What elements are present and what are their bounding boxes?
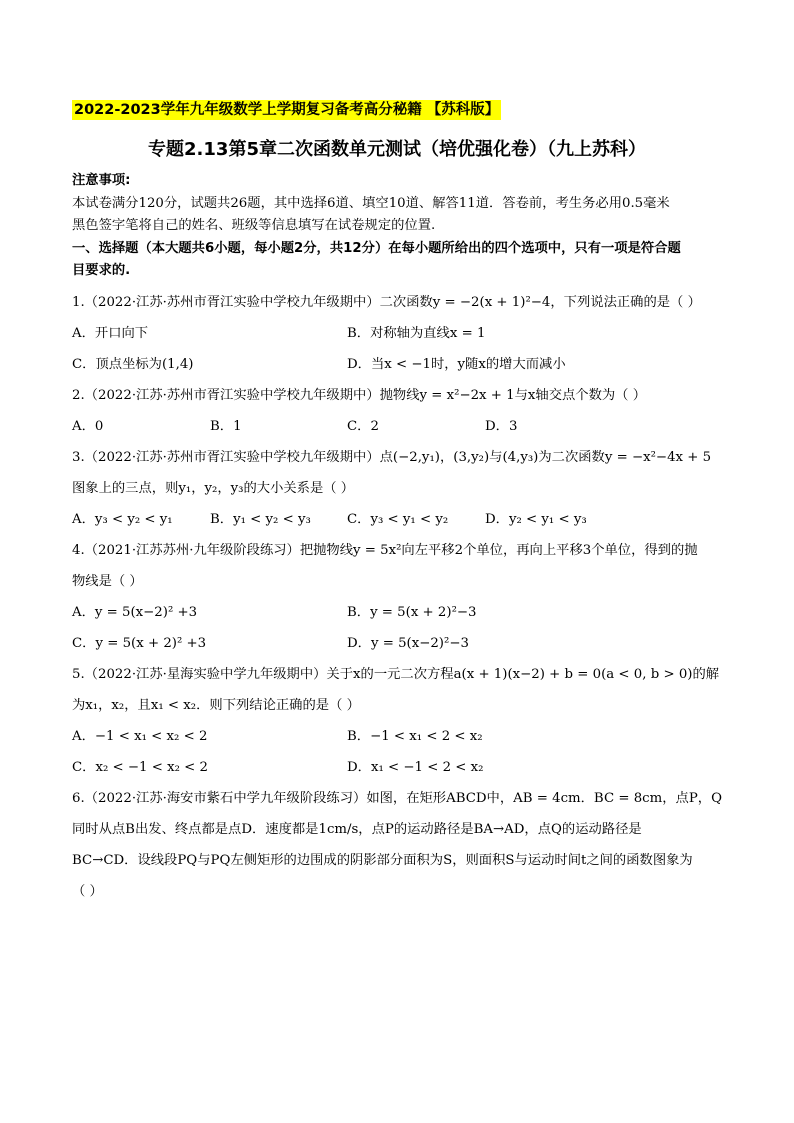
question-6-stem-line-2: 同时从点B出发、终点都是点D．速度都是1cm/s，点P的运动路径是BA→AD，点Q的运动路径是 [72, 821, 642, 837]
document-body [72, 170, 727, 907]
question-5-options-row-1 [72, 721, 727, 752]
question-4-stem-line-1: 4.（2021·江苏苏州·九年级阶段练习）把抛物线y = 5x²向左平移2个单位，再向上平移3个单位，得到的抛 [72, 542, 698, 558]
question-1-options-row-1 [72, 318, 727, 349]
section-heading-1: 一、选择题（本大题共6小题，每小题2分，共12分）在每小题所给出的四个选项中，只有一项是符合题 [72, 240, 681, 256]
question-5-options-row-2 [72, 752, 727, 783]
question-3-stem-line-2: 图象上的三点，则y₁，y₂，y₃的大小关系是（ ） [72, 480, 355, 496]
question-2-option-c: C．2 [347, 418, 379, 434]
question-4-option-b: B．y = 5(x + 2)²−3 [347, 604, 477, 620]
question-5-stem-line-2: 为x₁，x₂，且x₁ < x₂．则下列结论正确的是（ ） [72, 697, 360, 713]
question-5-option-b: B．−1 < x₁ < 2 < x₂ [347, 728, 483, 744]
question-6-stem-line-1: 6.（2022·江苏·海安市紫石中学九年级阶段练习）如图，在矩形ABCD中，AB = 4cm．BC = 8cm，点P，Q [72, 790, 722, 806]
question-3-option-b: B．y₁ < y₂ < y₃ [210, 511, 311, 527]
question-3-stem-line-1: 3.（2022·江苏·苏州市胥江实验中学校九年级期中）点(−2,y₁)，(3,y₂)与(4,y₃)为二次函数y = −x²−4x + 5 [72, 449, 712, 465]
section-heading-2: 目要求的. [72, 263, 131, 278]
header-banner: 2022-2023学年九年级数学上学期复习备考高分秘籍 【苏科版】 [74, 102, 500, 118]
question-6-stem-line-4: （ ） [72, 883, 103, 899]
question-1-stem: 1.（2022·江苏·苏州市胥江实验中学校九年级期中）二次函数y = −2(x + 1)²−4，下列说法正确的是（ ） [72, 294, 701, 310]
question-1-option-b: B．对称轴为直线x = 1 [347, 325, 486, 341]
question-2-stem: 2.（2022·江苏·苏州市胥江实验中学校九年级期中）抛物线y = x²−2x + 1与x轴交点个数为（ ） [72, 387, 646, 403]
question-3-options [72, 504, 727, 535]
question-3-option-a: A．y₃ < y₂ < y₁ [72, 511, 173, 527]
question-5-option-a: A．−1 < x₁ < x₂ < 2 [72, 728, 208, 744]
question-2-option-a: A．0 [72, 418, 104, 434]
question-6-stem-line-3: BC→CD．设线段PQ与PQ左侧矩形的边围成的阴影部分面积为S，则面积S与运动时间t之间的函数图象为 [72, 852, 693, 868]
question-3-option-d: D．y₂ < y₁ < y₃ [485, 511, 587, 527]
question-4-option-c: C．y = 5(x + 2)² +3 [72, 635, 207, 651]
question-5-stem-line-1: 5.（2022·江苏·星海实验中学九年级期中）关于x的一元二次方程a(x + 1)(x−2) + b = 0(a < 0, b > 0)的解 [72, 666, 720, 682]
question-4-options-row-2 [72, 628, 727, 659]
notice-line-2: 黑色签字笔将自己的姓名、班级等信息填写在试卷规定的位置. [72, 218, 436, 233]
question-1-option-c: C．顶点坐标为(1,4) [72, 356, 194, 372]
notice-line-1: 本试卷满分120分，试题共26题，其中选择6道、填空10道、解答11道．答卷前，考生务必用0.5毫米 [72, 195, 670, 211]
question-4-options-row-1 [72, 597, 727, 628]
question-1-option-d: D．当x < −1时，y随x的增大而减小 [347, 356, 566, 372]
question-4-option-a: A．y = 5(x−2)² +3 [72, 604, 198, 620]
question-2-option-d: D．3 [485, 418, 518, 434]
question-4-option-d: D．y = 5(x−2)²−3 [347, 635, 469, 651]
question-5-option-d: D．x₁ < −1 < 2 < x₂ [347, 759, 484, 775]
question-2-option-b: B．1 [210, 418, 242, 434]
question-1-option-a: A．开口向下 [72, 325, 149, 341]
question-2-options [72, 411, 727, 442]
question-1-options-row-2 [72, 349, 727, 380]
header [72, 99, 501, 120]
question-4-stem-line-2: 物线是（ ） [72, 573, 143, 589]
question-3-option-c: C．y₃ < y₁ < y₂ [347, 511, 449, 527]
question-5-option-c: C．x₂ < −1 < x₂ < 2 [72, 759, 208, 775]
notice-heading: 注意事项: [72, 173, 131, 188]
document-title: 专题2.13第5章二次函数单元测试（培优强化卷）（九上苏科） [148, 139, 646, 160]
